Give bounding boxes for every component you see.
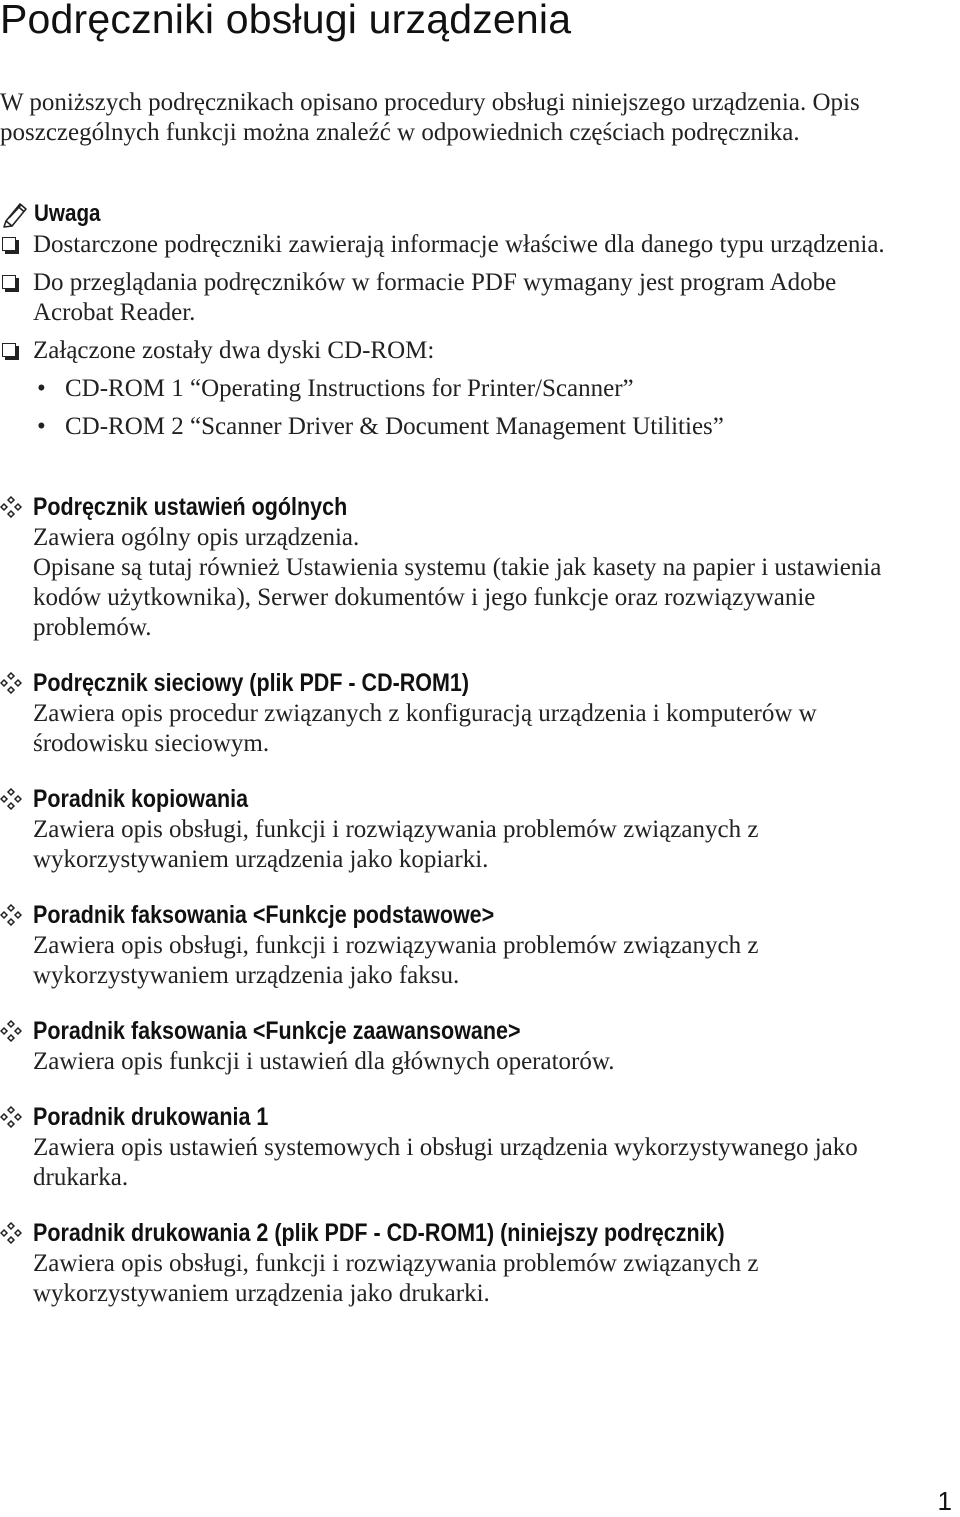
section-body [0,699,900,759]
manual-section [0,668,900,759]
section-paragraph: Zawiera opis procedur związanych z konfiguracją urządzenia i komputerów w środowisku sieciowym. [33,700,817,757]
diamond-bullet-icon [0,672,22,694]
cd-rom-list [33,374,900,442]
note-item-text: Dostarczone podręczniki zawierają informacje właściwe dla danego typu urządzenia. [33,231,885,258]
section-title: Poradnik drukowania 1 [33,1102,269,1131]
pencil-icon [0,199,30,229]
section-header [0,1218,900,1248]
page-title: Podręczniki obsługi urządzenia [0,0,572,42]
section-body [0,931,900,991]
cd-rom-item-text: CD-ROM 1 “Operating Instructions for Printer/Scanner” [65,375,634,402]
section-title: Poradnik faksowania <Funkcje zaawansowane> [33,1016,521,1045]
section-header [0,900,900,930]
checkbox-icon [2,343,16,357]
diamond-bullet-icon [0,788,22,810]
cd-rom-item-text: CD-ROM 2 “Scanner Driver & Document Management Utilities” [65,413,724,440]
section-header [0,492,900,522]
section-body [0,1249,900,1309]
note-item [0,268,900,328]
section-body [0,815,900,875]
page-number: 1 [937,1486,952,1516]
diamond-bullet-icon [0,904,22,926]
note-box [0,198,900,450]
section-body [0,523,900,643]
intro-paragraph: W poniższych podręcznikach opisano procedury obsługi niniejszego urządzenia. Opis poszczególnych funkcji można znaleźć w odpowiednich częściach podręcznika. [0,89,860,146]
note-list [0,230,900,442]
section-header [0,1102,900,1132]
section-title: Podręcznik sieciowy (plik PDF - CD-ROM1) [33,668,470,697]
manual-section [0,1016,900,1077]
section-paragraph: Zawiera opis obsługi, funkcji i rozwiązywania problemów związanych z wykorzystywaniem urządzenia jako drukarki. [33,1250,759,1307]
section-title: Poradnik drukowania 2 (plik PDF - CD-ROM1) (niniejszy podręcznik) [33,1218,725,1247]
diamond-bullet-icon [0,1222,22,1244]
manual-section [0,784,900,875]
section-body [0,1047,900,1077]
note-item-text: Do przeglądania podręczników w formacie PDF wymagany jest program Adobe Acrobat Reader. [33,269,837,326]
diamond-bullet-icon [0,1106,22,1128]
section-paragraph: Zawiera opis obsługi, funkcji i rozwiązywania problemów związanych z wykorzystywaniem urządzenia jako kopiarki. [33,816,759,873]
manual-section [0,1218,900,1309]
section-title: Poradnik faksowania <Funkcje podstawowe> [33,900,495,929]
diamond-bullet-icon [0,1020,22,1042]
checkbox-icon [2,275,16,289]
section-header [0,1016,900,1046]
cd-rom-item [33,412,900,442]
section-title: Poradnik kopiowania [33,784,249,813]
manual-section [0,900,900,991]
manual-section [0,492,900,643]
bullet-icon: • [37,375,46,402]
note-item [0,336,900,442]
bullet-icon: • [37,413,46,440]
manual-sections [0,492,900,1334]
section-body [0,1133,900,1193]
checkbox-icon [2,237,16,251]
note-item-text: Załączone zostały dwa dyski CD-ROM: [33,337,435,364]
section-title: Podręcznik ustawień ogólnych [33,492,348,521]
diamond-bullet-icon [0,496,22,518]
section-paragraph: Zawiera opis funkcji i ustawień dla głównych operatorów. [33,1048,615,1075]
manual-section [0,1102,900,1193]
section-header [0,668,900,698]
section-paragraph: Opisane są tutaj również Ustawienia systemu (takie jak kasety na papier i ustawienia kodów użytkownika), Serwer dokumentów i jego funkcje oraz rozwiązywanie problemów. [33,554,882,641]
note-header [0,198,900,230]
section-paragraph: Zawiera opis obsługi, funkcji i rozwiązywania problemów związanych z wykorzystywaniem urządzenia jako faksu. [33,932,759,989]
section-paragraph: Zawiera ogólny opis urządzenia. [33,524,360,551]
section-header [0,784,900,814]
note-item [0,230,900,260]
section-paragraph: Zawiera opis ustawień systemowych i obsługi urządzenia wykorzystywanego jako drukarka. [33,1134,858,1191]
note-heading: Uwaga [34,200,101,227]
cd-rom-item [33,374,900,404]
